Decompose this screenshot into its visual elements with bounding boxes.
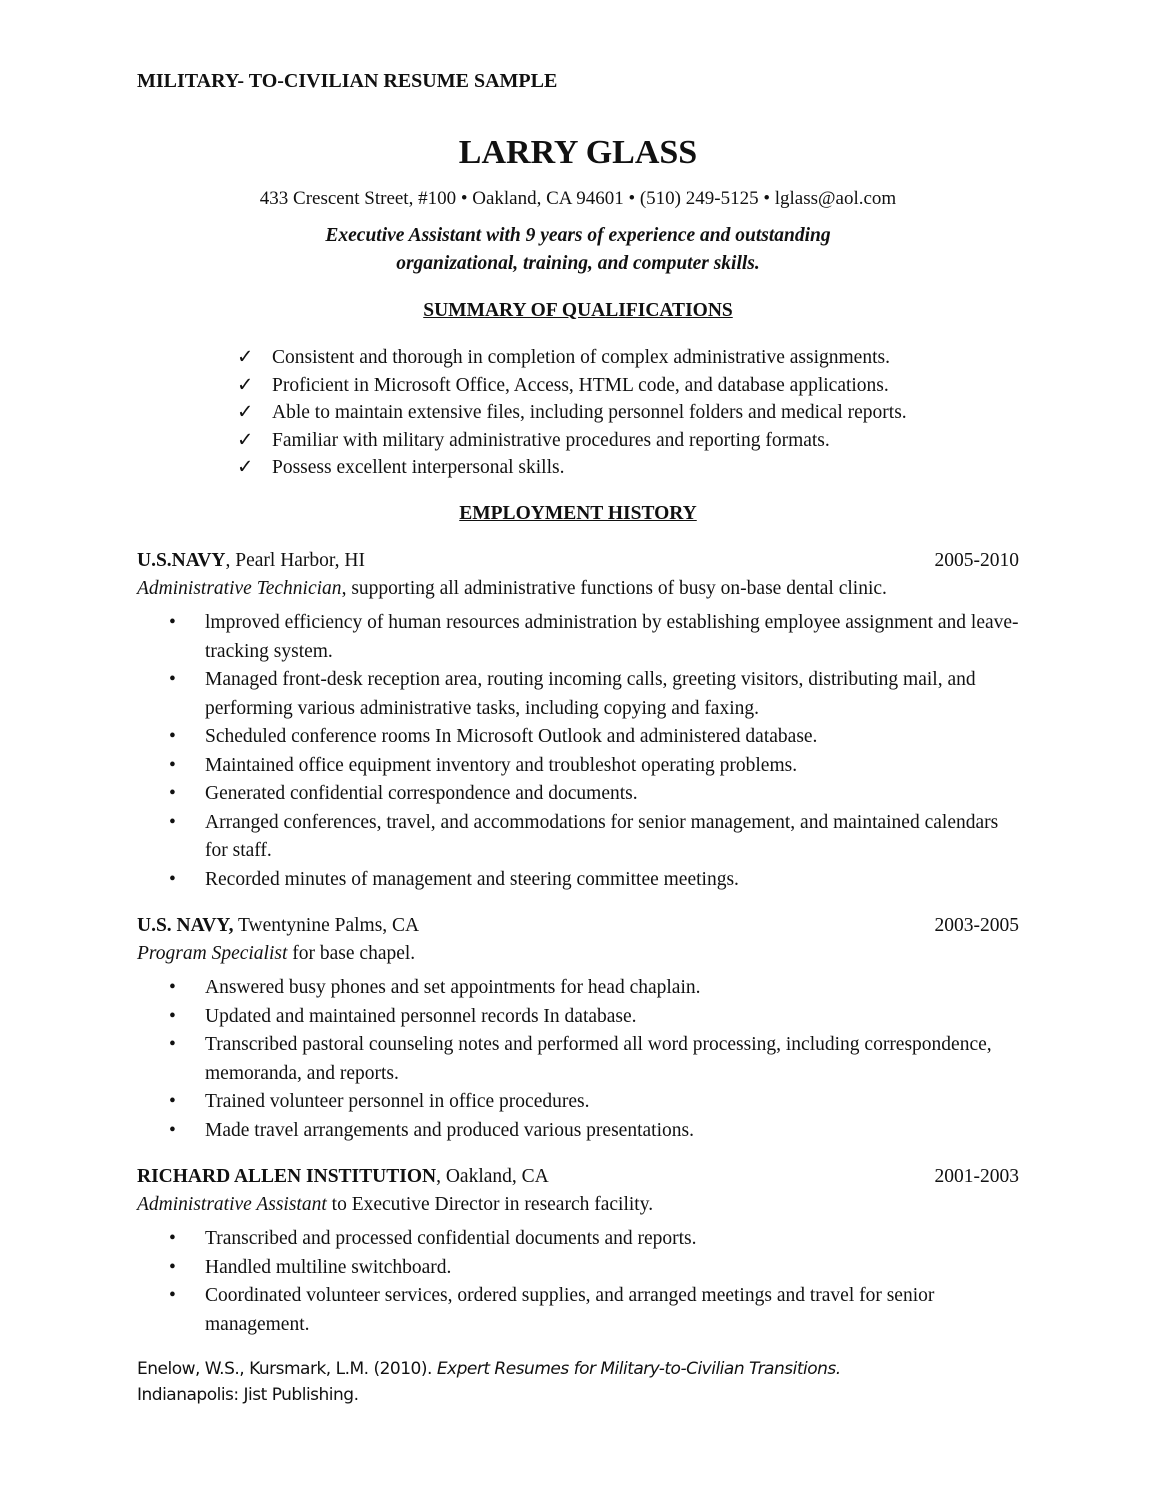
bullet-text: Handled multiline switchboard. [205,1256,452,1278]
bullet-icon: • [169,868,176,890]
bullet-item [137,780,1019,809]
job-title: Program Specialist [137,943,288,964]
contact-info: 433 Crescent Street, #100 • Oakland, CA 94601 • (510) 249-5125 • lglass@aol.com [259,188,897,209]
bullet-text: Transcribed pastoral counseling notes and performed all word processing, including correspondence, memoranda, and reports. [205,1034,992,1084]
job-entry [137,1163,1019,1339]
job-dates: 2001-2003 [934,1166,1019,1187]
bullet-icon: • [169,669,176,690]
bullet-icon: • [169,811,176,833]
tagline-line: organizational, training, and computer skills. [396,253,760,274]
job-title: Administrative Assistant [137,1194,327,1215]
bullet-icon: • [169,1285,176,1306]
item-text: Possess excellent interpersonal skills. [272,457,565,478]
employment-heading: EMPLOYMENT HISTORY [459,503,697,524]
tagline-line: Executive Assistant with 9 years of experience and outstanding [325,225,831,246]
bullet-text: Maintained office equipment inventory and troubleshot operating problems. [205,754,798,776]
employer: RICHARD ALLEN INSTITUTION [137,1166,437,1187]
bullet-item [137,752,1019,781]
bullet-text: Recorded minutes of management and steering committee meetings. [205,868,739,890]
job-bullets [137,1225,1019,1339]
bullet-icon: • [169,1091,176,1112]
bullet-item [137,1117,1019,1146]
candidate-name: LARRY GLASS [458,134,698,171]
job-dates: 2005-2010 [934,550,1019,571]
bullet-item [137,1282,1019,1339]
list-item [237,427,907,455]
bullet-item [137,1003,1019,1032]
bullet-text: Trained volunteer personnel in office procedures. [205,1091,590,1112]
item-text: Proficient in Microsoft Office, Access, HTML code, and database applications. [272,374,889,396]
employer: U.S.NAVY [137,550,226,571]
bullet-text: Answered busy phones and set appointments for head chaplain. [205,977,701,998]
item-text: Familiar with military administrative procedures and reporting formats. [272,429,830,451]
list-item [237,399,907,427]
job-description: for base chapel. [287,943,416,964]
tagline [137,222,1019,278]
job-bullets [137,609,1019,894]
qualifications-list [237,344,907,482]
bullet-text: Arranged conferences, travel, and accommodations for senior management, and maintained calendars for staff. [205,811,999,861]
bullet-item [137,1031,1019,1088]
bullet-icon: • [169,1256,176,1278]
summary-heading: SUMMARY OF QUALIFICATIONS [423,300,733,321]
bullet-item [137,723,1019,752]
list-item [237,344,907,372]
job-location: Twentynine Palms, CA [233,915,420,936]
bullet-text: Generated confidential correspondence and documents. [205,783,638,804]
citation-publisher: Indianapolis: Jist Publishing. [137,1385,359,1405]
bullet-text: Updated and maintained personnel records In database. [205,1005,637,1027]
item-text: Consistent and thorough in completion of complex administrative assignments. [272,347,890,368]
bullet-text: Scheduled conference rooms In Microsoft Outlook and administered database. [205,726,818,747]
bullet-item [137,974,1019,1003]
bullet-item [137,866,1019,895]
item-text: Able to maintain extensive files, including personnel folders and medical reports. [272,402,907,423]
bullet-item [137,1088,1019,1117]
bullet-text: Managed front-desk reception area, routing incoming calls, greeting visitors, distributing mail, and performing various administrative tasks, including copying and faxing. [205,669,976,719]
bullet-item [137,1254,1019,1283]
bullet-icon: • [169,754,176,776]
bullet-icon: • [169,1119,176,1141]
bullet-icon: • [169,783,176,804]
job-location: , Oakland, CA [436,1166,549,1187]
document-title: MILITARY- TO-CIVILIAN RESUME SAMPLE [137,70,558,92]
bullet-icon: • [169,1228,176,1249]
citation-authors: Enelow, W.S., Kursmark, L.M. (2010). [137,1359,437,1379]
list-item [237,372,907,400]
bullet-item [137,809,1019,866]
bullet-icon: • [169,1005,176,1027]
bullet-text: Coordinated volunteer services, ordered supplies, and arranged meetings and travel for senior management. [205,1285,935,1335]
bullet-icon: • [169,1034,176,1055]
bullet-icon: • [169,977,176,998]
job-dates: 2003-2005 [934,915,1019,936]
citation [137,1356,841,1408]
job-title: Administrative Technician [137,578,342,599]
checkmark-icon: ✓ [237,429,254,451]
job-description: , supporting all administrative functions of busy on-base dental clinic. [341,578,887,599]
checkmark-icon: ✓ [237,347,254,368]
employer: U.S. NAVY, [137,915,234,936]
bullet-item [137,1225,1019,1254]
job-location: , Pearl Harbor, HI [225,550,365,571]
bullet-item [137,609,1019,666]
checkmark-icon: ✓ [237,374,254,396]
bullet-text: lmproved efficiency of human resources administration by establishing employee assignment and leave-tracking system. [205,612,1019,662]
bullet-item [137,666,1019,723]
list-item [237,454,907,482]
job-entry [137,912,1019,1145]
checkmark-icon: ✓ [237,402,254,423]
job-entry [137,547,1019,894]
checkmark-icon: ✓ [237,457,254,478]
bullet-icon: • [169,612,176,633]
job-bullets [137,974,1019,1145]
bullet-icon: • [169,726,176,747]
bullet-text: Transcribed and processed confidential documents and reports. [205,1228,697,1249]
citation-book: Expert Resumes for Military-to-Civilian Transitions. [436,1359,841,1379]
job-description: to Executive Director in research facility. [326,1194,654,1215]
bullet-text: Made travel arrangements and produced various presentations. [205,1119,694,1141]
